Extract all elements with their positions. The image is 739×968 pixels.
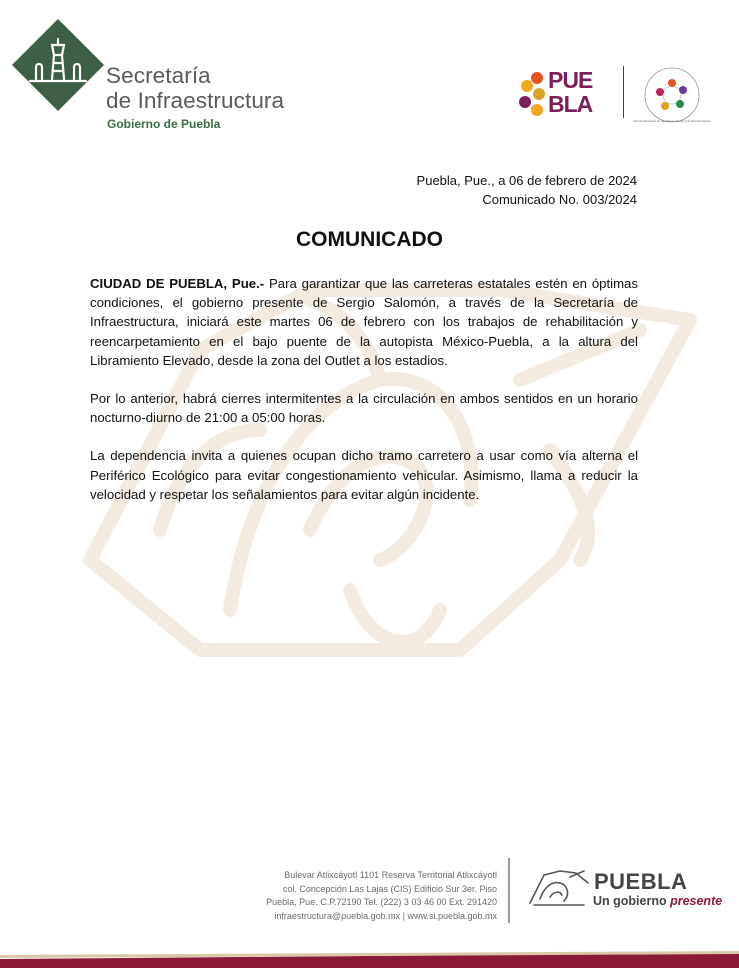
tagline-start: Un gobierno	[593, 894, 671, 908]
secretaria-line2: de Infraestructura	[106, 88, 285, 113]
address-line: Puebla, Pue. C.P.72190 Tel. (222) 3 03 46 00 Ext. 291420	[266, 897, 497, 907]
bottom-stripe	[0, 953, 739, 968]
paragraph-2: Por lo anterior, habrá cierres intermitentes a la circulación en ambos sentidos en un horario nocturno-diurno de 21:00 a 05:00 horas.	[90, 391, 638, 426]
secretaria-logo-icon	[12, 19, 104, 111]
footer-address	[266, 869, 497, 923]
paragraph-1-text: Para garantizar que las carreteras estatales estén en óptimas condiciones, el gobierno presente de Sergio Salomón, a través de la Secretaría de Infraestructura, iniciará este martes 06 de febrero con los trabajos de rehabilitación y reencarpetamiento en el bajo puente de la autopista México-Puebla, a la altura del Libramiento Elevado, desde la zona del Outlet a los estadios.	[90, 276, 638, 368]
secretaria-line1: Secretaría	[106, 63, 211, 88]
footer-puebla-wordmark: PUEBLA	[594, 869, 688, 894]
address-line: col. Concepción Las Lajas (CIS) Edificio Sur 3er. Piso	[282, 883, 497, 894]
contact-line: infraestructura@puebla.gob.mx | www.si.puebla.gob.mx	[274, 910, 497, 921]
address-line: Bulevar Atlixcáyotl 1101 Reserva Territorial Atlixcáyotl	[284, 870, 497, 880]
footer-emblem-icon	[526, 863, 592, 909]
seal-text: Norma Mexicana en Igualdad Laboral y No Discriminación	[633, 119, 711, 123]
paragraph-1	[90, 274, 638, 370]
communique-number: Comunicado No. 003/2024	[482, 192, 637, 207]
header-divider	[623, 66, 624, 118]
page-title: COMUNICADO	[296, 228, 443, 251]
date-block	[417, 171, 637, 209]
igualdad-seal-icon	[633, 66, 711, 124]
dateline: CIUDAD DE PUEBLA, Pue.-	[90, 276, 265, 291]
body-text	[90, 274, 638, 523]
document-date: Puebla, Pue., a 06 de febrero de 2024	[416, 173, 637, 188]
footer-tagline	[593, 894, 722, 908]
secretaria-title	[106, 63, 284, 113]
puebla-wordmark-bottom: BLA	[548, 91, 593, 117]
paragraph-3: La dependencia invita a quienes ocupan dicho tramo carretero a usar como vía alterna el Periférico Ecológico para evitar congestionamiento vehicular. Asimismo, llama a reducir la velocidad y respetar los señalamientos para evitar algún incidente.	[90, 448, 638, 502]
puebla-wordmark-top: PUE	[548, 67, 593, 93]
puebla-wordmark	[548, 68, 592, 116]
gobierno-label: Gobierno de Puebla	[107, 117, 221, 131]
tagline-emphasis: presente	[670, 894, 723, 908]
footer-divider	[508, 858, 510, 923]
